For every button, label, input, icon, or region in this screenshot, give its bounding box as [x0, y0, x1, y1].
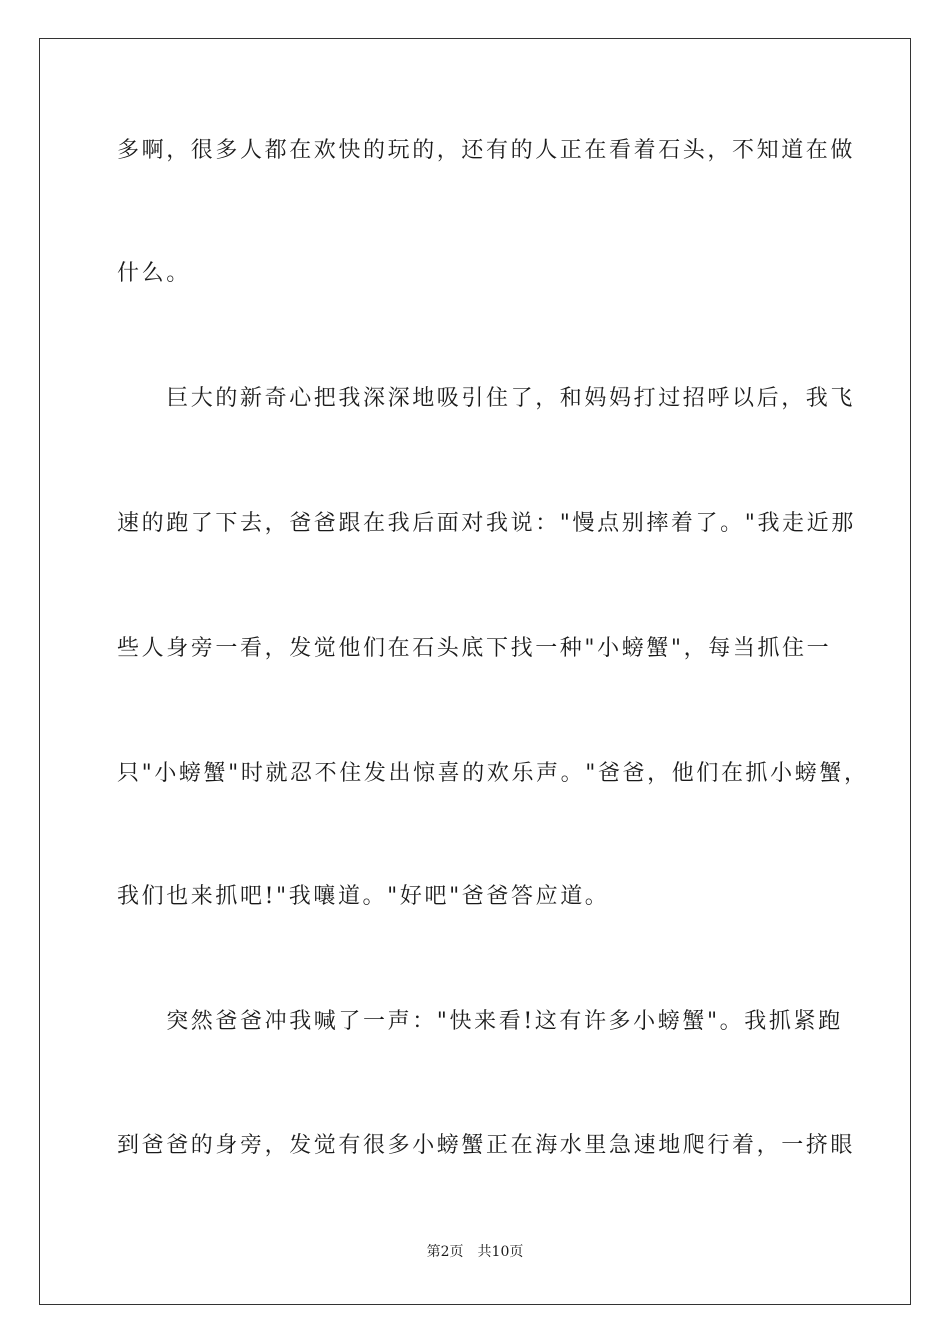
text-line: 速的跑了下去，爸爸跟在我后面对我说："慢点别摔着了。"我走近那: [117, 511, 856, 536]
page-number-footer: 第2页 共10页: [426, 1244, 524, 1260]
text-line: 到爸爸的身旁，发觉有很多小螃蟹正在海水里急速地爬行着，一挤眼: [117, 1133, 856, 1158]
text-line: 巨大的新奇心把我深深地吸引住了，和妈妈打过招呼以后，我飞: [117, 386, 856, 411]
text-line: 什么。: [117, 261, 191, 286]
page-border: [39, 38, 911, 1305]
text-line: 突然爸爸冲我喊了一声："快来看!这有许多小螃蟹"。我抓紧跑: [117, 1009, 843, 1034]
text-line: 多啊，很多人都在欢快的玩的，还有的人正在看着石头，不知道在做: [117, 138, 856, 163]
text-line: 只"小螃蟹"时就忍不住发出惊喜的欢乐声。"爸爸，他们在抓小螃蟹，: [117, 761, 869, 786]
text-line: 我们也来抓吧!"我嚷道。"好吧"爸爸答应道。: [117, 884, 610, 909]
text-line: 些人身旁一看，发觉他们在石头底下找一种"小螃蟹"，每当抓住一: [117, 636, 832, 661]
